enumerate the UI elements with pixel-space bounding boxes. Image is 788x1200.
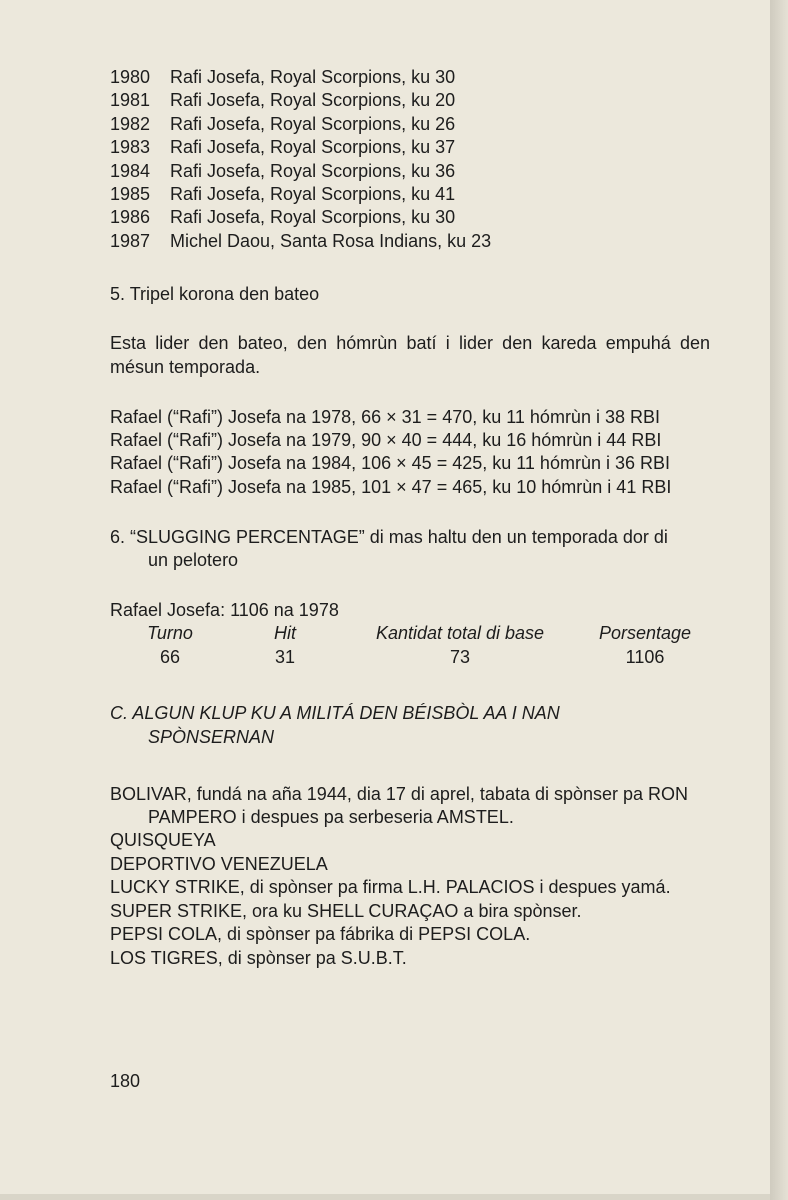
club-item: LOS TIGRES, di spònser pa S.U.B.T. <box>110 947 407 968</box>
stat-row: Rafael (“Rafi”) Josefa na 1985, 101 × 47 = 465, ku 10 hómrùn i 41 RBI <box>110 476 672 497</box>
value-hit: 31 <box>274 646 296 667</box>
page-text <box>110 66 710 970</box>
list-item: 1987 Michel Daou, Santa Rosa Indians, ku 23 <box>110 230 492 251</box>
section-6-intro: Rafael Josefa: 1106 na 1978 <box>110 599 339 620</box>
section-6-heading: 6. “SLUGGING PERCENTAGE” di mas haltu den un temporada dor di <box>110 526 668 547</box>
value-turno: 66 <box>159 646 181 667</box>
section-5-description: Esta lider den bateo, den hómrùn batí i lider den kareda empuhá den <box>110 333 710 354</box>
stat-row: Rafael (“Rafi”) Josefa na 1978, 66 × 31 = 470, ku 11 hómrùn i 38 RBI <box>110 406 660 427</box>
page-edge <box>770 0 788 1200</box>
section-5-description-cont: mésun temporada. <box>110 356 261 377</box>
header-hit: Hit <box>274 623 296 644</box>
header-turno: Turno <box>147 623 193 644</box>
club-item: LUCKY STRIKE, di spònser pa firma L.H. PALACIOS i despues yamá. <box>110 877 671 898</box>
club-item: SUPER STRIKE, ora ku SHELL CURAÇAO a bira spònser. <box>110 900 582 921</box>
list-item: 1985 Rafi Josefa, Royal Scorpions, ku 41 <box>110 184 456 205</box>
club-bolivar-cont: PAMPERO i despues pa serbeseria AMSTEL. <box>148 807 514 828</box>
section-c-title-cont: SPÒNSERNAN <box>148 726 275 747</box>
club-item: PEPSI COLA, di spònser pa fábrika di PEPSI COLA. <box>110 924 531 945</box>
stats-header-row <box>110 622 710 645</box>
list-item: 1984 Rafi Josefa, Royal Scorpions, ku 36 <box>110 160 456 181</box>
stat-row: Rafael (“Rafi”) Josefa na 1984, 106 × 45 = 425, ku 11 hómrùn i 36 RBI <box>110 453 670 474</box>
header-total-base: Kantidat total di base <box>375 623 545 644</box>
club-item: QUISQUEYA <box>110 830 216 851</box>
section-c-title: C. ALGUN KLUP KU A MILITÁ DEN BÉISBÒL AA I NAN <box>110 703 560 724</box>
list-item: 1983 Rafi Josefa, Royal Scorpions, ku 37 <box>110 137 456 158</box>
header-porsentage: Porsentage <box>598 623 692 644</box>
section-5-heading: 5. Tripel korona den bateo <box>110 283 320 304</box>
club-bolivar: BOLIVAR, fundá na aña 1944, dia 17 di aprel, tabata di spònser pa RON <box>110 783 689 804</box>
list-item: 1982 Rafi Josefa, Royal Scorpions, ku 26 <box>110 113 456 134</box>
page-number: 180 <box>110 1071 141 1091</box>
list-item: 1986 Rafi Josefa, Royal Scorpions, ku 30 <box>110 207 456 228</box>
section-6-heading-cont: un pelotero <box>148 550 239 571</box>
value-porsentage: 1106 <box>625 646 665 667</box>
stats-value-row <box>110 646 710 669</box>
value-total-base: 73 <box>449 646 471 667</box>
stat-row: Rafael (“Rafi”) Josefa na 1979, 90 × 40 = 444, ku 16 hómrùn i 44 RBI <box>110 430 662 451</box>
year-list <box>110 66 710 253</box>
list-item: 1980 Rafi Josefa, Royal Scorpions, ku 30 <box>110 67 456 87</box>
list-item: 1981 Rafi Josefa, Royal Scorpions, ku 20 <box>110 90 456 111</box>
club-item: DEPORTIVO VENEZUELA <box>110 853 328 874</box>
